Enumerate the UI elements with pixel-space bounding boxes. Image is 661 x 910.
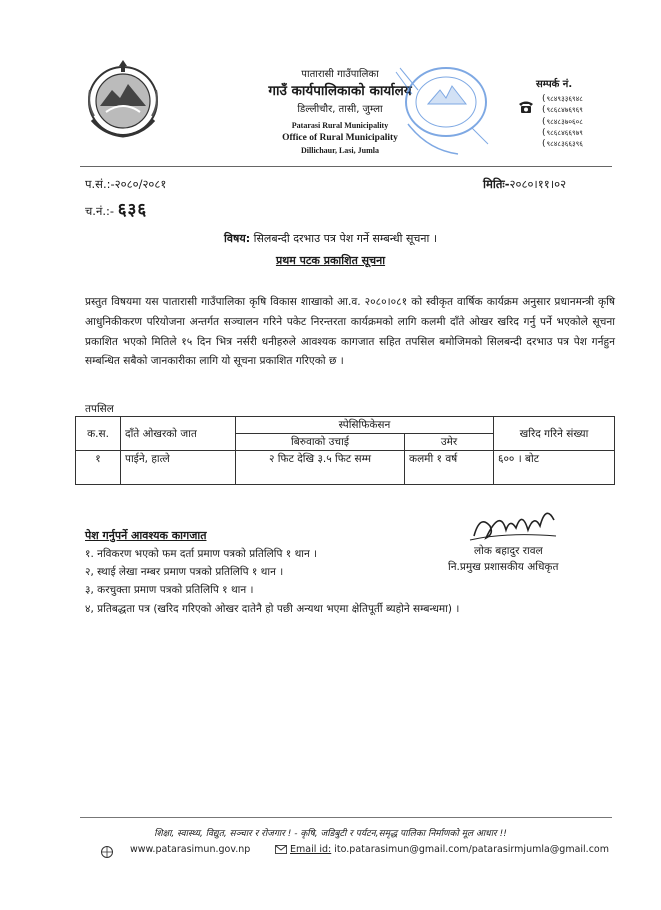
list-item: ३, करचुक्ता प्रमाण पत्रको प्रतिलिपि १ थान । bbox=[85, 584, 254, 597]
footer-slogan: शिक्षा, स्वास्थ्य, विद्युत, सञ्चार र रोजगार ! - कृषि, जडिबुटी र पर्यटन,समृद्ध पालिका निर्माणको मूल आधार !! bbox=[154, 829, 507, 839]
documents-title: पेश गर्नुपर्ने आवश्यक कागजात bbox=[85, 529, 207, 542]
list-item: १. नविकरण भएको फम दर्ता प्रमाण पत्रको प्रतिलिपि १ थान । bbox=[85, 548, 318, 560]
cell-item: पाईने, हात्ले bbox=[121, 451, 236, 485]
government-emblem-icon bbox=[84, 60, 162, 138]
phone-number: ( ९८६८४७६९६९ bbox=[542, 105, 583, 116]
phone-list bbox=[542, 94, 606, 150]
phone-number: ( ९८४९३३६९४८ bbox=[542, 94, 583, 104]
date: मितिः-२०८०।११।०२ bbox=[483, 177, 567, 191]
office-name: गाउँ कार्यपालिकाको कार्यालय bbox=[268, 83, 412, 99]
local-level-name: पातारासी गाउँपालिका bbox=[301, 69, 379, 80]
specification-table bbox=[75, 416, 615, 485]
signer-role: नि.प्रमुख प्रशासकीय अधिकृत bbox=[448, 561, 559, 573]
website-link[interactable]: www.patarasimun.gov.np bbox=[130, 844, 251, 855]
email-address[interactable]: Email id: ito.patarasimun@gmail.com/patarasirmjumla@gmail.com bbox=[290, 844, 609, 855]
table-row bbox=[76, 451, 615, 485]
phone-number: ( ९८४८३७०६०८ bbox=[542, 116, 583, 127]
cell-qty: ६०० । बोट bbox=[494, 451, 615, 485]
patra-sankhya: प.सं.:-२०८०/२०८१ bbox=[85, 177, 167, 191]
footer-divider bbox=[80, 817, 612, 818]
list-item: ४, प्रतिबद्धता पत्र (खरिद गरिएको ओखर दातेनै हो पछी अन्यथा भएमा क्षेतिपूर्ती ब्यहोने सम्बन्धमा) । bbox=[85, 602, 460, 615]
contact-block bbox=[516, 76, 606, 150]
office-name-en: Office of Rural Municipality bbox=[282, 133, 398, 143]
header-sn: क.स. bbox=[76, 417, 121, 451]
subject-line: विषय: सिलबन्दी दरभाउ पत्र पेश गर्ने सम्बन्धी सूचना । bbox=[224, 232, 437, 245]
office-address: डिल्लीचौर, तासी, जुम्ला bbox=[297, 104, 383, 115]
globe-icon bbox=[100, 845, 114, 859]
telephone-icon bbox=[518, 100, 534, 114]
header-height: बिरुवाको उचाई bbox=[236, 434, 405, 451]
municipality-name-en: Patarasi Rural Municipality bbox=[291, 121, 389, 130]
office-address-en: Dillichaur, Lasi, Jumla bbox=[301, 146, 379, 155]
cell-age: कलमी १ वर्ष bbox=[405, 451, 494, 485]
header-divider bbox=[80, 166, 612, 167]
header-qty: खरिद गरिने संख्या bbox=[494, 417, 615, 451]
table-header-row bbox=[76, 417, 615, 434]
signer-name: लोक बहादुर रावल bbox=[474, 545, 543, 557]
notice-body: प्रस्तुत विषयमा यस पातारासी गाउँपालिका कृषि विकास शाखाको आ.व. २०८०।०८१ को स्वीकृत वार्षिक कार्यक्रम अनुसार प्रधानमन्त्री कृषि आधुनिकीकरण परियोजना अन्तर्गत सञ्चालन गरिने पकेट निरन्तरता कार्यक्रमको लागि कलमी दाँते ओखर खरिद गर्नु पर्ने भएकोले सूचना प्रकाशित भएको मितिले १५ दिन भित्र नर्सरी धनीहरुले आवश्यक कागजात सहित तपसिल बमोजिमको सिलबन्दी दरभाउ पत्र पेश गर्नहुन सम्बन्धित सबैको जानकारीका लागि यो सूचना प्रकाशित गरिएको छ । bbox=[85, 296, 615, 368]
header-item: दाँते ओखरको जात bbox=[121, 417, 236, 451]
list-item: २, स्थाई लेखा नम्बर प्रमाण पत्रको प्रतिलिपि १ थान । bbox=[85, 566, 284, 579]
phone-number: ( ९८६८४६६९७९ bbox=[542, 127, 583, 138]
documents-list bbox=[85, 545, 459, 618]
chalani-number: च.नं.:- ६३६ bbox=[85, 200, 148, 220]
notice-type: प्रथम पटक प्रकाशित सूचना bbox=[275, 254, 386, 267]
contact-title: सम्पर्क नं. bbox=[536, 79, 573, 90]
phone-number: ( ९८४८३६६३९६ bbox=[542, 139, 583, 150]
header-age: उमेर bbox=[405, 434, 494, 451]
table-caption: तपसिल bbox=[85, 403, 114, 415]
cell-sn: १ bbox=[76, 451, 121, 485]
cell-height: २ फिट देखि ३.५ फिट सम्म bbox=[236, 451, 405, 485]
office-stamp-icon bbox=[388, 54, 506, 162]
signature-image bbox=[466, 500, 562, 548]
email-icon bbox=[275, 845, 287, 854]
header-spec: स्पेसिफिकेसन bbox=[236, 417, 494, 434]
